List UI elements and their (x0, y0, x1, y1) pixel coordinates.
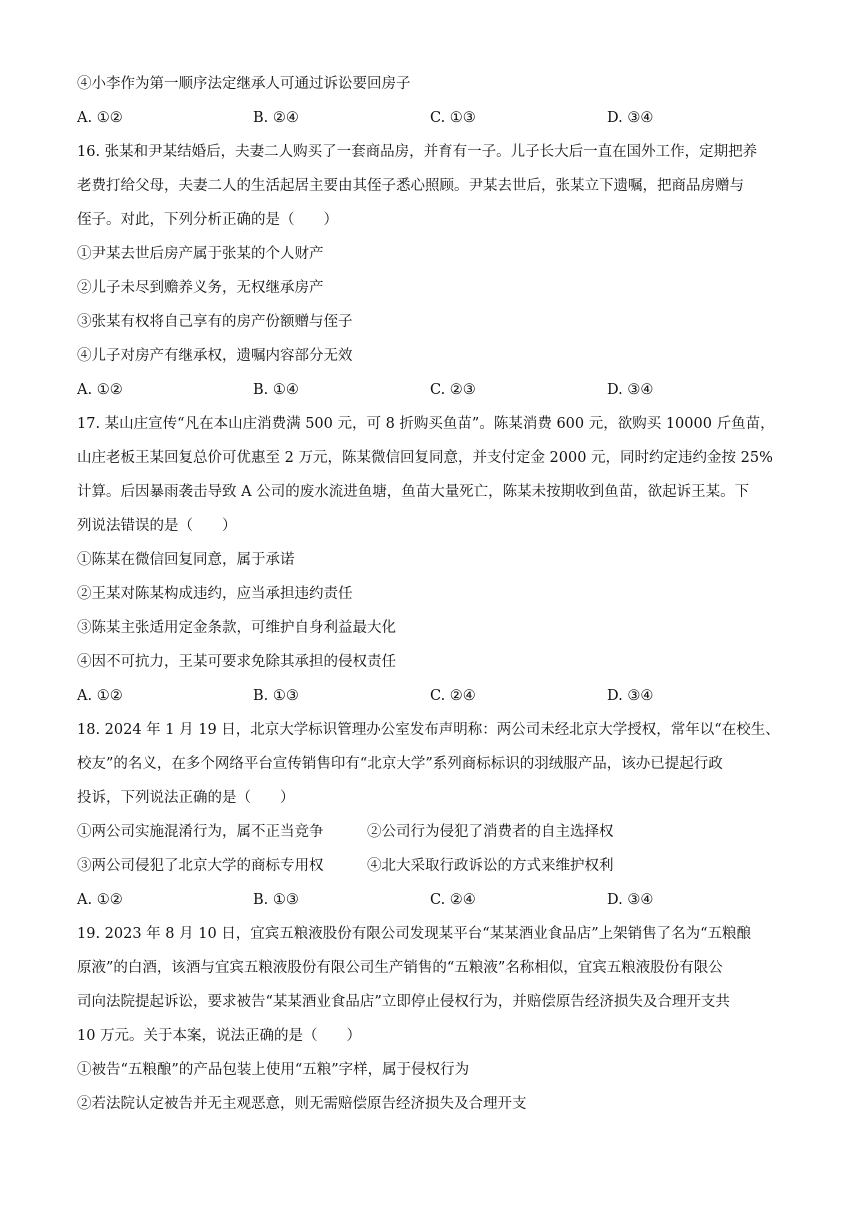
q16-option-c[interactable]: C. ②③ (430, 382, 476, 398)
q18-statements-row-2 (77, 856, 789, 876)
q18-option-c[interactable]: C. ②④ (430, 892, 476, 908)
q16-option-b[interactable]: B. ①④ (253, 382, 299, 398)
q18-option-b[interactable]: B. ①③ (253, 892, 299, 908)
q17-options (77, 686, 789, 706)
q18-stem-line-2: 校友”的名义，在多个网络平台宣传销售印有“北京大学”系列商标标识的羽绒服产品，该办已提起行政 (77, 756, 723, 772)
q15-options (77, 108, 789, 128)
q19-statement-1: ①被告“五粮酿”的产品包装上使用“五粮”字样，属于侵权行为 (77, 1062, 470, 1078)
q18-option-d[interactable]: D. ③④ (607, 892, 654, 908)
q16-statement-1: ①尹某去世后房产属于张某的个人财产 (77, 246, 324, 262)
q15-option-c[interactable]: C. ①③ (430, 110, 476, 126)
q19-stem-line-3: 司向法院提起诉讼，要求被告“某某酒业食品店”立即停止侵权行为，并赔偿原告经济损失及合理开支共 (77, 994, 730, 1010)
q15-option-d[interactable]: D. ③④ (607, 110, 654, 126)
q17-option-d[interactable]: D. ③④ (607, 688, 654, 704)
q17-option-b[interactable]: B. ①③ (253, 688, 299, 704)
q16-stem-line-3: 侄子。对此，下列分析正确的是（ ） (77, 212, 338, 228)
q18-statement-3: ③两公司侵犯了北京大学的商标专用权 (77, 858, 324, 874)
q17-stem-line-3: 计算。后因暴雨袭击导致 A 公司的废水流进鱼塘，鱼苗大量死亡，陈某未按期收到鱼苗，欲起诉王某。下 (77, 484, 750, 500)
q15-statement-4: ④小李作为第一顺序法定继承人可通过诉讼要回房子 (77, 76, 411, 92)
q17-statement-2: ②王某对陈某构成违约，应当承担违约责任 (77, 586, 353, 602)
q16-statement-3: ③张某有权将自己享有的房产份额赠与侄子 (77, 314, 353, 330)
q17-option-a[interactable]: A. ①② (77, 688, 123, 704)
q18-statement-1: ①两公司实施混淆行为，属不正当竞争 (77, 824, 324, 840)
q18-stem-line-1: 18. 2024 年 1 月 19 日，北京大学标识管理办公室发布声明称：两公司未经北京大学授权，常年以“在校生、 (77, 722, 780, 738)
q19-stem-line-1: 19. 2023 年 8 月 10 日，宜宾五粮液股份有限公司发现某平台“某某酒业食品店”上架销售了名为“五粮酿 (77, 926, 752, 942)
q16-option-d[interactable]: D. ③④ (607, 382, 654, 398)
q16-stem-line-1: 16. 张某和尹某结婚后，夫妻二人购买了一套商品房，并育有一子。儿子长大后一直在国外工作，定期把养 (77, 144, 758, 160)
q17-stem-line-2: 山庄老板王某回复总价可优惠至 2 万元，陈某微信回复同意，并支付定金 2000 元，同时约定违约金按 25% (77, 450, 773, 466)
q16-stem-line-2: 老费打给父母，夫妻二人的生活起居主要由其侄子悉心照顾。尹某去世后，张某立下遗嘱，把商品房赠与 (77, 178, 744, 194)
q16-options (77, 380, 789, 400)
q17-statement-1: ①陈某在微信回复同意，属于承诺 (77, 552, 295, 568)
q17-option-c[interactable]: C. ②④ (430, 688, 476, 704)
q17-statement-3: ③陈某主张适用定金条款，可维护自身利益最大化 (77, 620, 396, 636)
q18-statement-4: ④北大采取行政诉讼的方式来维护权利 (367, 858, 614, 874)
q18-statements-row-1 (77, 822, 789, 842)
q18-stem-line-3: 投诉，下列说法正确的是（ ） (77, 790, 295, 806)
q15-option-a[interactable]: A. ①② (77, 110, 123, 126)
q15-option-b[interactable]: B. ②④ (253, 110, 299, 126)
q19-statement-2: ②若法院认定被告并无主观恶意，则无需赔偿原告经济损失及合理开支 (77, 1096, 527, 1112)
q18-option-a[interactable]: A. ①② (77, 892, 123, 908)
q19-stem-line-4: 10 万元。关于本案，说法正确的是（ ） (77, 1028, 362, 1044)
q16-statement-4: ④儿子对房产有继承权，遗嘱内容部分无效 (77, 348, 353, 364)
q18-statement-2: ②公司行为侵犯了消费者的自主选择权 (367, 824, 614, 840)
q17-stem-line-4: 列说法错误的是（ ） (77, 518, 237, 534)
q18-options (77, 890, 789, 910)
q16-option-a[interactable]: A. ①② (77, 382, 123, 398)
q19-stem-line-2: 原液”的白酒，该酒与宜宾五粮液股份有限公司生产销售的“五粮液”名称相似，宜宾五粮液股份有限公 (77, 960, 723, 976)
q16-statement-2: ②儿子未尽到赡养义务，无权继承房产 (77, 280, 324, 296)
q17-statement-4: ④因不可抗力，王某可要求免除其承担的侵权责任 (77, 654, 396, 670)
q17-stem-line-1: 17. 某山庄宣传“凡在本山庄消费满 500 元，可 8 折购买鱼苗”。陈某消费 600 元，欲购买 10000 斤鱼苗， (77, 416, 775, 432)
